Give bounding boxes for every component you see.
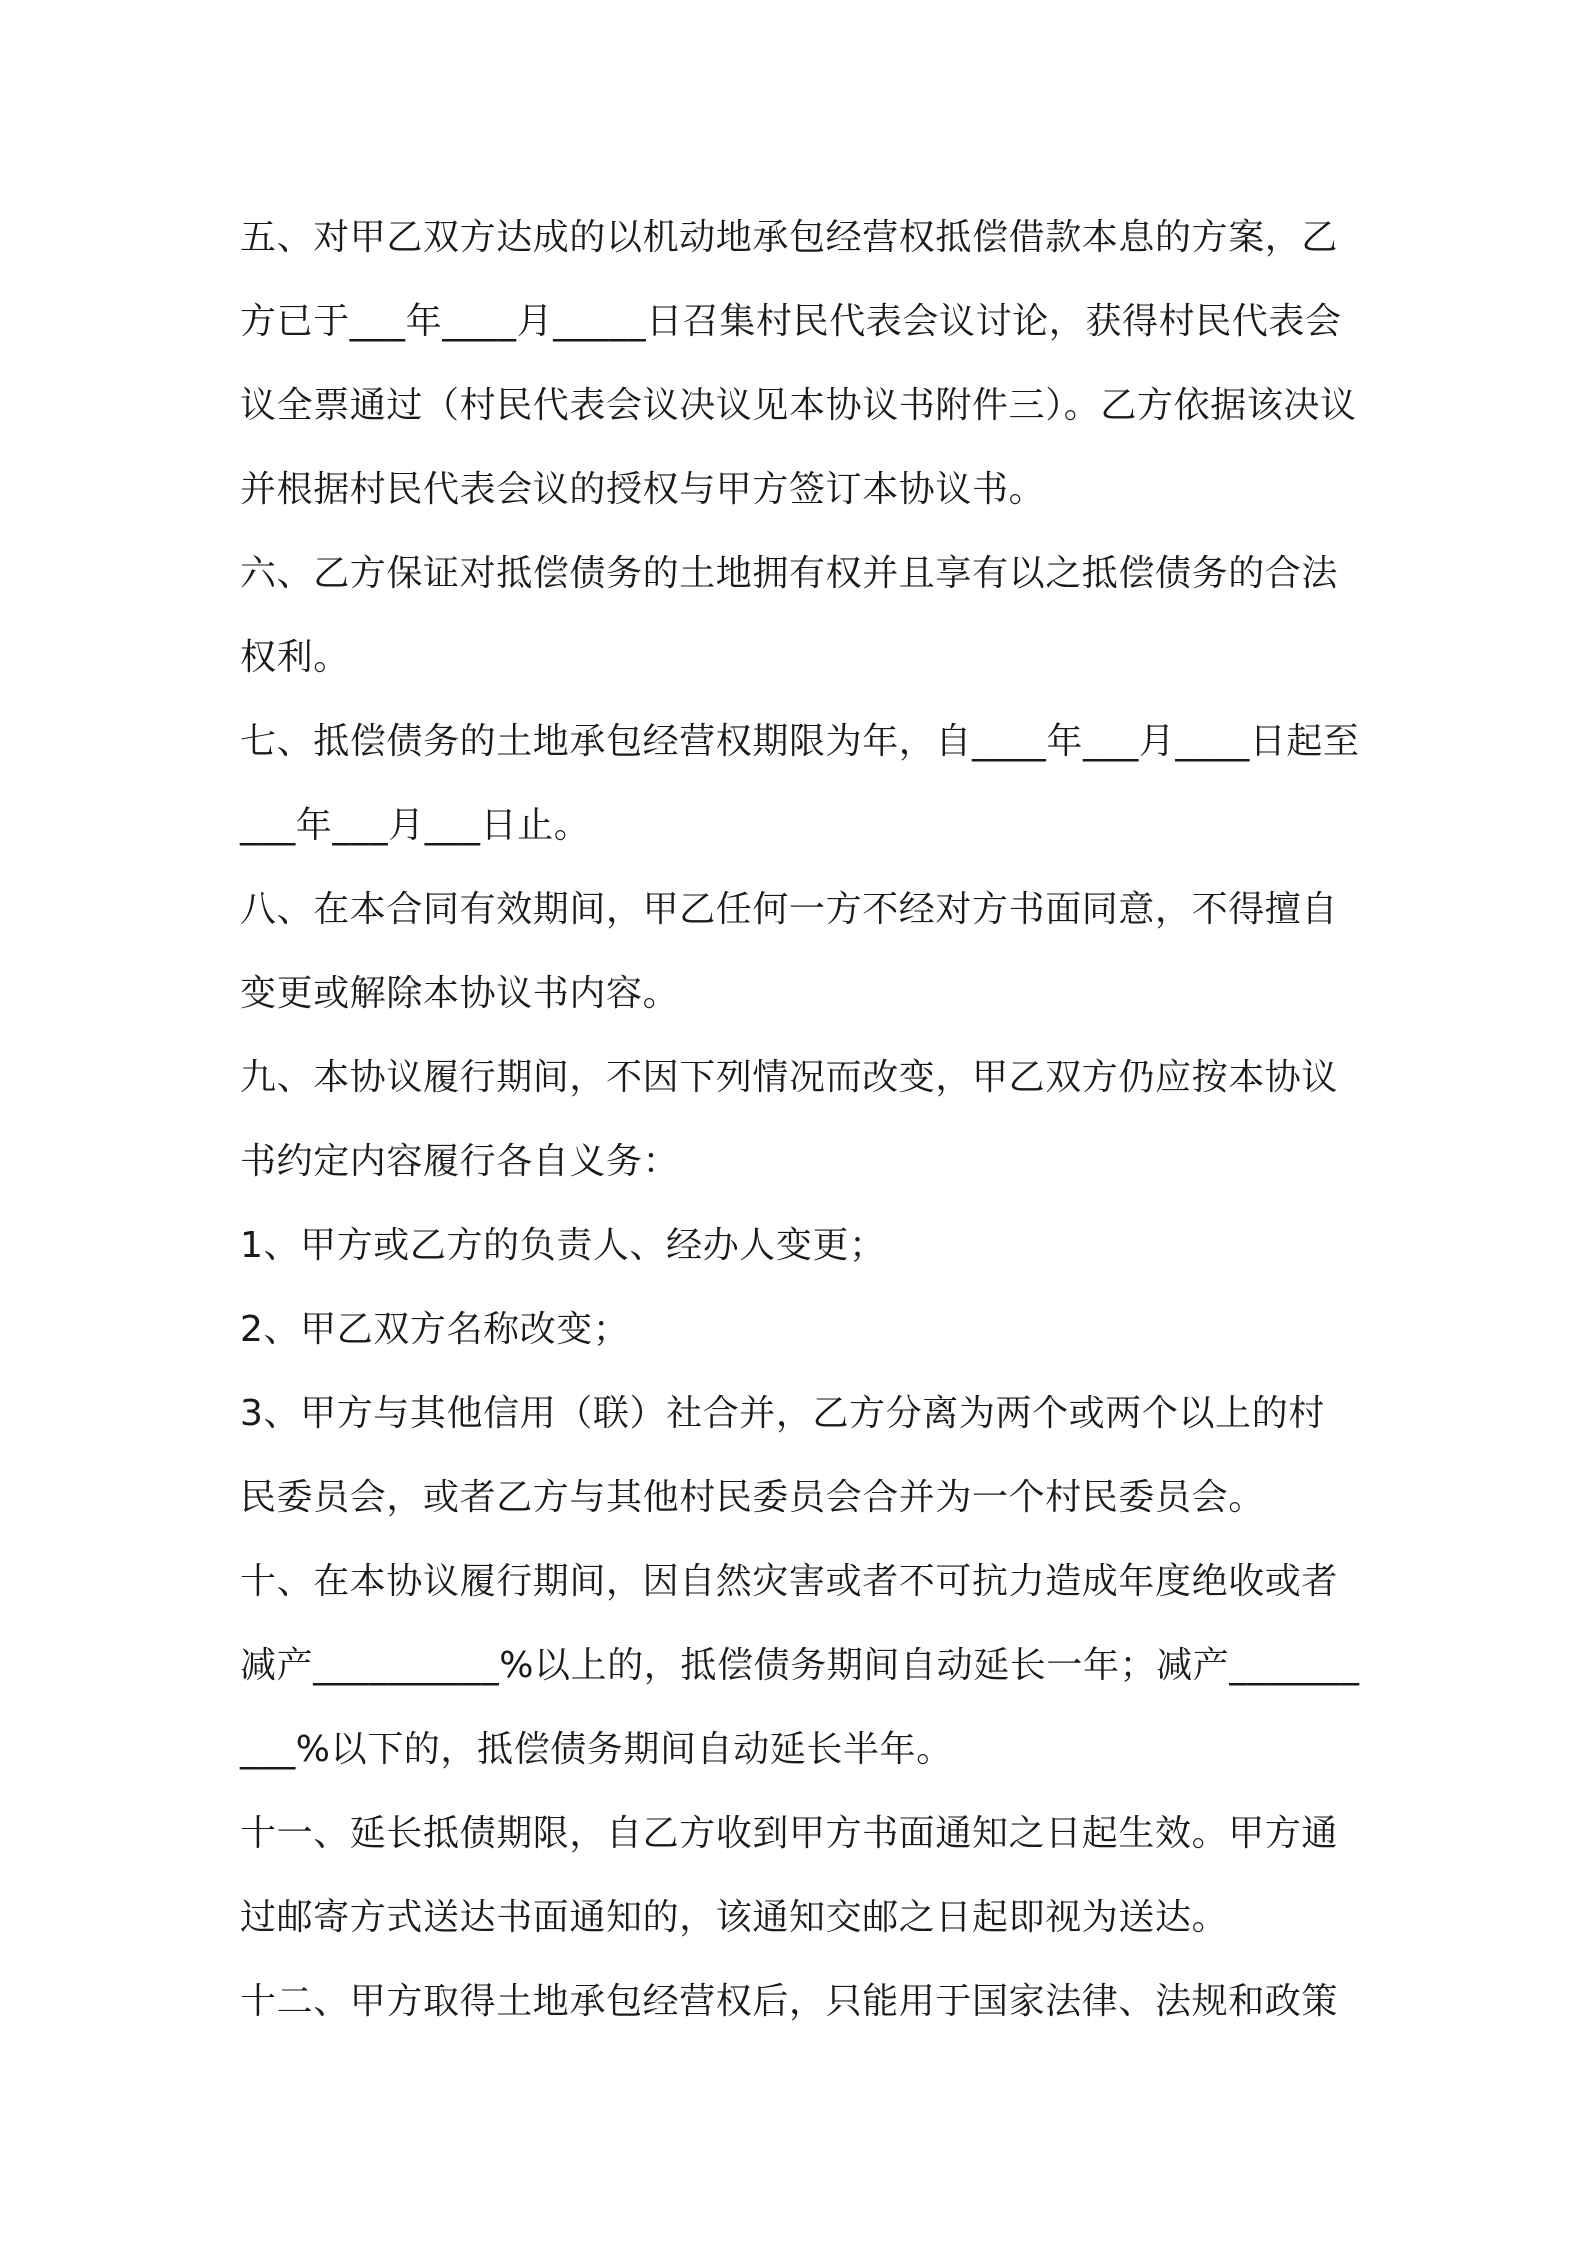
- clause-7: 七、抵偿债务的土地承包经营权期限为年，自____年___月____日起至___年___月___日止。: [240, 721, 1360, 846]
- clause-9-item-1: 1、甲方或乙方的负责人、经办人变更；: [240, 1225, 886, 1266]
- clause-9-item-2: 2、甲乙双方名称改变；: [240, 1309, 630, 1350]
- clause-5: 五、对甲乙双方达成的以机动地承包经营权抵偿借款本息的方案，乙方已于___年____月_____日召集村民代表会议讨论，获得村民代表会议全票通过（村民代表会议决议见本协议书附件三）。乙方依据该决议并根据村民代表会议的授权与甲方签订本协议书。: [240, 217, 1357, 510]
- clause-11: 十一、延长抵债期限，自乙方收到甲方书面通知之日起生效。甲方通过邮寄方式送达书面通知的，该通知交邮之日起即视为送达。: [240, 1813, 1339, 1938]
- clause-8: 八、在本合同有效期间，甲乙任何一方不经对方书面同意，不得擅自变更或解除本协议书内容。: [240, 889, 1339, 1014]
- clause-9-item-3: 3、甲方与其他信用（联）社合并，乙方分离为两个或两个以上的村民委员会，或者乙方与其他村民委员会合并为一个村民委员会。: [240, 1393, 1325, 1518]
- clause-9: 九、本协议履行期间，不因下列情况而改变，甲乙双方仍应按本协议书约定内容履行各自义务：: [240, 1057, 1339, 1182]
- clause-12: 十二、甲方取得土地承包经营权后，只能用于国家法律、法规和政策: [240, 1981, 1339, 2022]
- clause-10: 十、在本协议履行期间，因自然灾害或者不可抗力造成年度绝收或者减产__________%以上的，抵偿债务期间自动延长一年；减产__________%以下的，抵偿债务期间自动延长半年。: [240, 1561, 1360, 1770]
- document-body: [240, 196, 1360, 2044]
- clause-6: 六、乙方保证对抵偿债务的土地拥有权并且享有以之抵偿债务的合法权利。: [240, 553, 1339, 678]
